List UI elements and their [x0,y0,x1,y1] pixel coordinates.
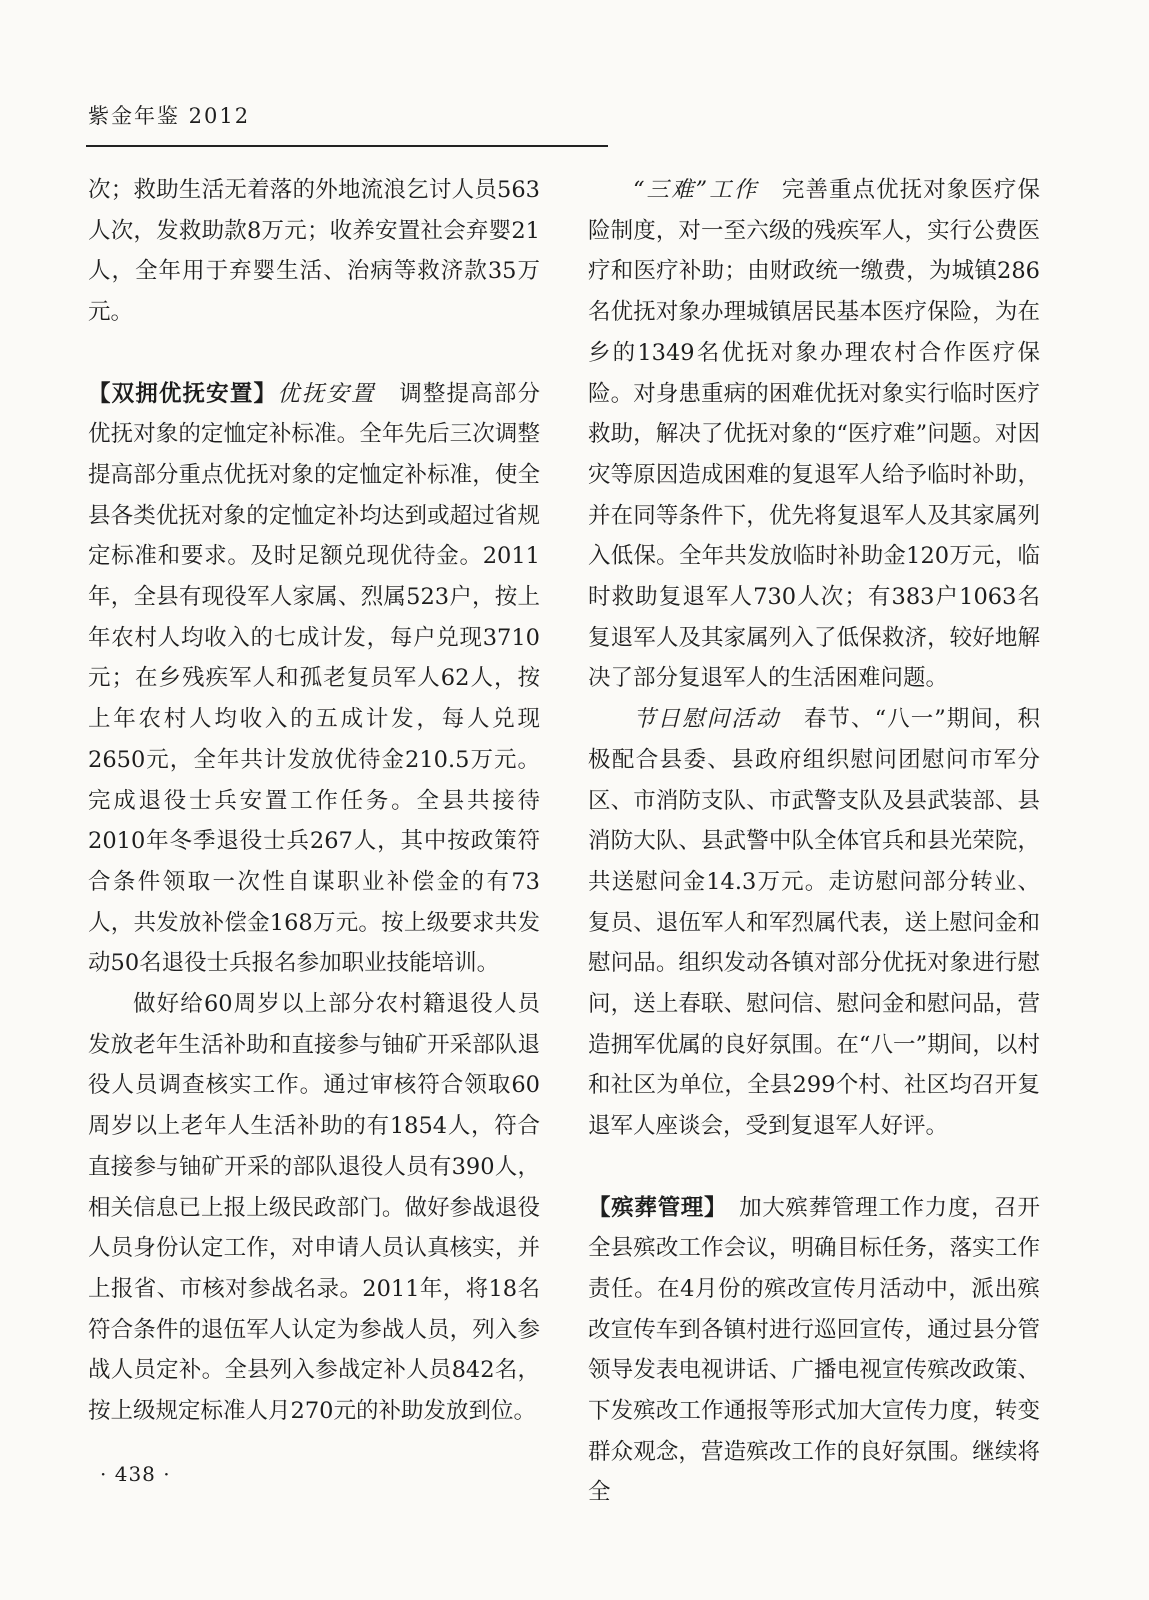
paragraph-text: 春节、“八一”期间，积极配合县委、县政府组织慰问团慰问市军分区、市消防支队、市武警支队及县武装部、县消防大队、县武警中队全体官兵和县光荣院，共送慰问金14.3万元。走访慰问部分转业、复员、退伍军人和军烈属代表，送上慰问金和慰问品。组织发动各镇对部分优抚对象进行慰问，送上春联、慰问信、慰问金和慰问品，营造拥军优属的良好氛围。在“八一”期间，以村和社区为单位，全县299个村、社区均召开复退军人座谈会，受到复退军人好评。 [588,706,1040,1140]
subheading: 优抚安置 [277,380,376,407]
paragraph-3 [588,170,1040,699]
paragraph-5 [588,1188,1040,1514]
subheading: “三难”工作 [633,177,759,203]
paragraph-4 [588,699,1040,1147]
continued-paragraph: 次；救助生活无着落的外地流浪乞讨人员563人次，发救助款8万元；收养安置社会弃婴21人，全年用于弃婴生活、治病等救济款35万元。 [88,177,540,326]
paragraph-2: 做好给60周岁以上部分农村籍退役人员发放老年生活补助和直接参与铀矿开采部队退役人员调查核实工作。通过审核符合领取60周岁以上老年人生活补助的有1854人，符合直接参与铀矿开采的部队退役人员有390人，相关信息已上报上级民政部门。做好参战退役人员身份认定工作，对申请人员认真核实，并上报省、市核对参战名录。2011年，将18名符合条件的退伍军人认定为参战人员，列入参战人员定补。全县列入参战定补人员842名，按上级规定标准人月270元的补助发放到位。 [88,991,540,1425]
section-paragraph-1 [88,374,540,985]
subheading: 节日慰问活动 [633,706,781,733]
paragraph-text: 完善重点优抚对象医疗保险制度，对一至六级的残疾军人，实行公费医疗和医疗补助；由财政统一缴费，为城镇286名优抚对象办理城镇居民基本医疗保险，为在乡的1349名优抚对象办理农村合作医疗保险。对身患重病的困难优抚对象实行临时医疗救助，解决了优抚对象的“医疗难”问题。对因灾等原因造成困难的复退军人给予临时补助，并在同等条件下，优先将复退军人及其家属列入低保。全年共发放临时补助金120万元，临时救助复退军人730人次；有383户1063名复退军人及其家属列入了低保救济，较好地解决了部分复退军人的生活困难问题。 [588,177,1040,692]
right-column [588,170,1040,1513]
page-number: · 438 · [100,1462,171,1486]
section-gap [88,333,540,374]
section-gap [588,1147,1040,1188]
paragraph-text: 调整提高部分优抚对象的定恤定补标准。全年先后三次调整提高部分重点优抚对象的定恤定补标准，使全县各类优抚对象的定恤定补均达到或超过省规定标准和要求。及时足额兑现优待金。2011年，全县有现役军人家属、烈属523户，按上年农村人均收入的七成计发，每户兑现3710元；在乡残疾军人和孤老复员军人62人，按上年农村人均收入的五成计发，每人兑现2650元，全年共计发放优待金210.5万元。完成退役士兵安置工作任务。全县共接待2010年冬季退役士兵267人，其中按政策符合条件领取一次性自谋职业补偿金的有73人，共发放补偿金168万元。按上级要求共发动50名退役士兵报名参加职业技能培训。 [88,380,540,977]
header-rule [86,145,608,147]
left-column [88,170,540,1432]
section-title: 【双拥优抚安置】 [88,380,278,407]
section-title: 【殡葬管理】 [588,1194,716,1221]
paragraph-text: 加大殡葬管理工作力度，召开全县殡改工作会议，明确目标任务，落实工作责任。在4月份的殡改宣传月活动中，派出殡改宣传车到各镇村进行巡回宣传，通过县分管领导发表电视讲话、广播电视宣传殡改政策、下发殡改工作通报等形式加大宣传力度，转变群众观念，营造殡改工作的良好氛围。继续将全 [588,1194,1040,1506]
running-title: 紫金年鉴 2012 [88,104,251,128]
